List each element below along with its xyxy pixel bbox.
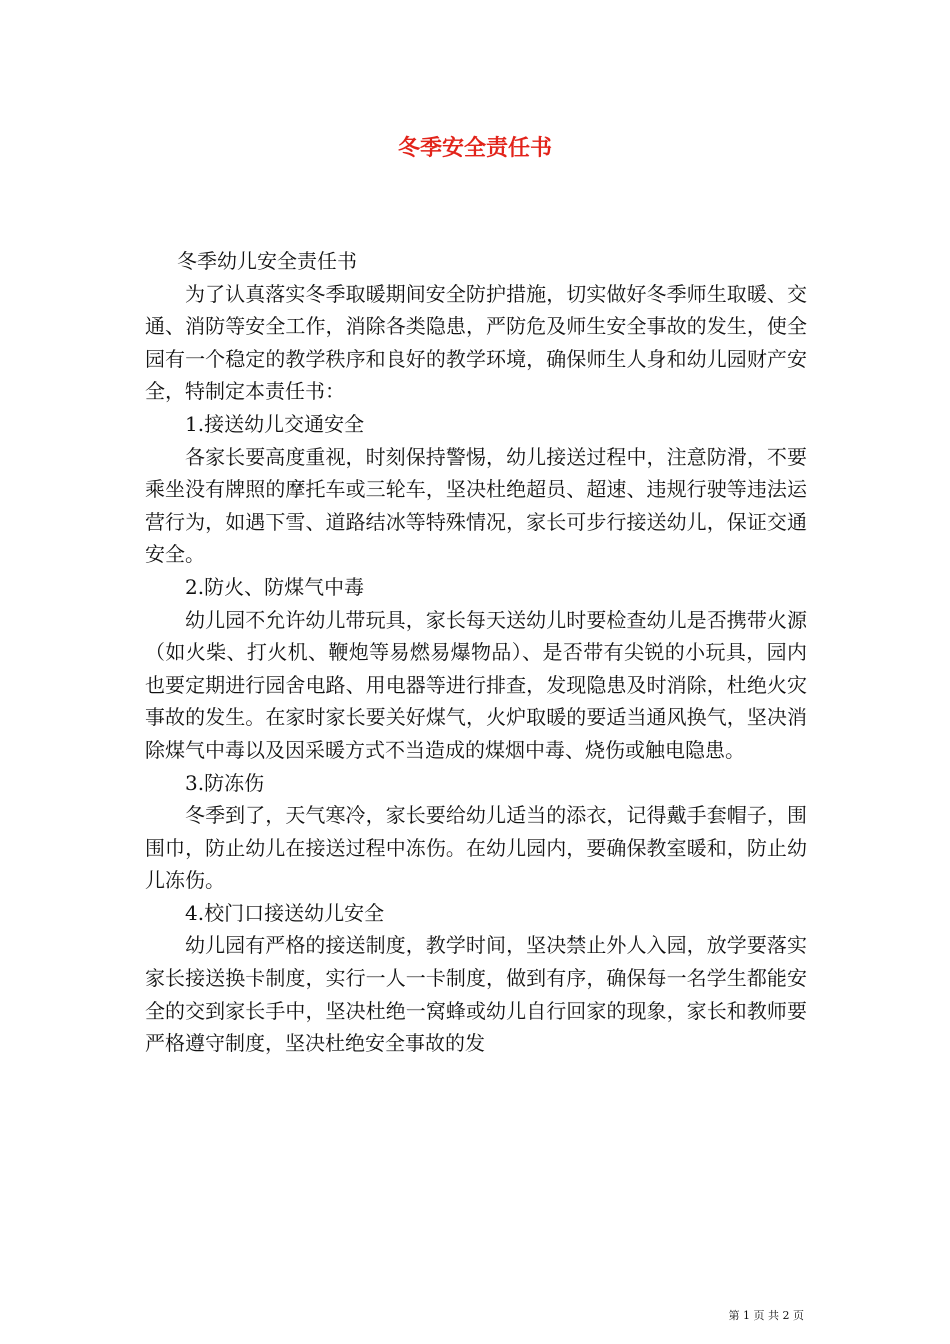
page-title: 冬季安全责任书 bbox=[397, 135, 552, 161]
section-heading-frostbite: 3.防冻伤 bbox=[185, 770, 265, 795]
section-heading-fire: 2.防火、防煤气中毒 bbox=[185, 574, 365, 599]
paragraph-frostbite: 冬季到了，天气寒冷，家长要给幼儿适当的添衣，记得戴手套帽子，围围巾，防止幼儿在接送过程中冻伤。在幼儿园内，要确保教室暖和，防止幼儿冻伤。 bbox=[145, 803, 807, 893]
paragraph-gate: 幼儿园有严格的接送制度，教学时间，坚决禁止外人入园，放学要落实家长接送换卡制度，实行一人一卡制度，做到有序，确保每一名学生都能安全的交到家长手中，坚决杜绝一窝蜂或幼儿自行回家的现象，家长和教师要严格遵守制度，坚决杜绝安全事故的发 bbox=[145, 933, 807, 1056]
intro-paragraph: 为了认真落实冬季取暖期间安全防护措施，切实做好冬季师生取暖、交通、消防等安全工作，消除各类隐患，严防危及师生安全事故的发生，使全园有一个稳定的教学秩序和良好的教学环境，确保师生人身和幼儿园财产安全，特制定本责任书： bbox=[145, 281, 807, 404]
page-number: 第 1 页 共 2 页 bbox=[728, 1309, 804, 1322]
document-subtitle: 冬季幼儿安全责任书 bbox=[177, 249, 357, 273]
section-heading-gate: 4.校门口接送幼儿安全 bbox=[185, 900, 385, 925]
paragraph-fire: 幼儿园不允许幼儿带玩具，家长每天送幼儿时要检查幼儿是否携带火源（如火柴、打火机、鞭炮等易燃易爆物品）、是否带有尖锐的小玩具，园内也要定期进行园舍电路、用电器等进行排查，发现隐患及时消除，杜绝火灾事故的发生。在家时家长要关好煤气，火炉取暖的要适当通风换气，坚决消除煤气中毒以及因采暖方式不当造成的煤烟中毒、烧伤或触电隐患。 bbox=[145, 607, 807, 762]
paragraph-traffic: 各家长要高度重视，时刻保持警惕，幼儿接送过程中，注意防滑，不要乘坐没有牌照的摩托车或三轮车，坚决杜绝超员、超速、违规行驶等违法运营行为，如遇下雪、道路结冰等特殊情况，家长可步行接送幼儿，保证交通安全。 bbox=[145, 444, 807, 567]
section-heading-traffic: 1.接送幼儿交通安全 bbox=[185, 411, 365, 436]
document-body bbox=[145, 245, 807, 1060]
